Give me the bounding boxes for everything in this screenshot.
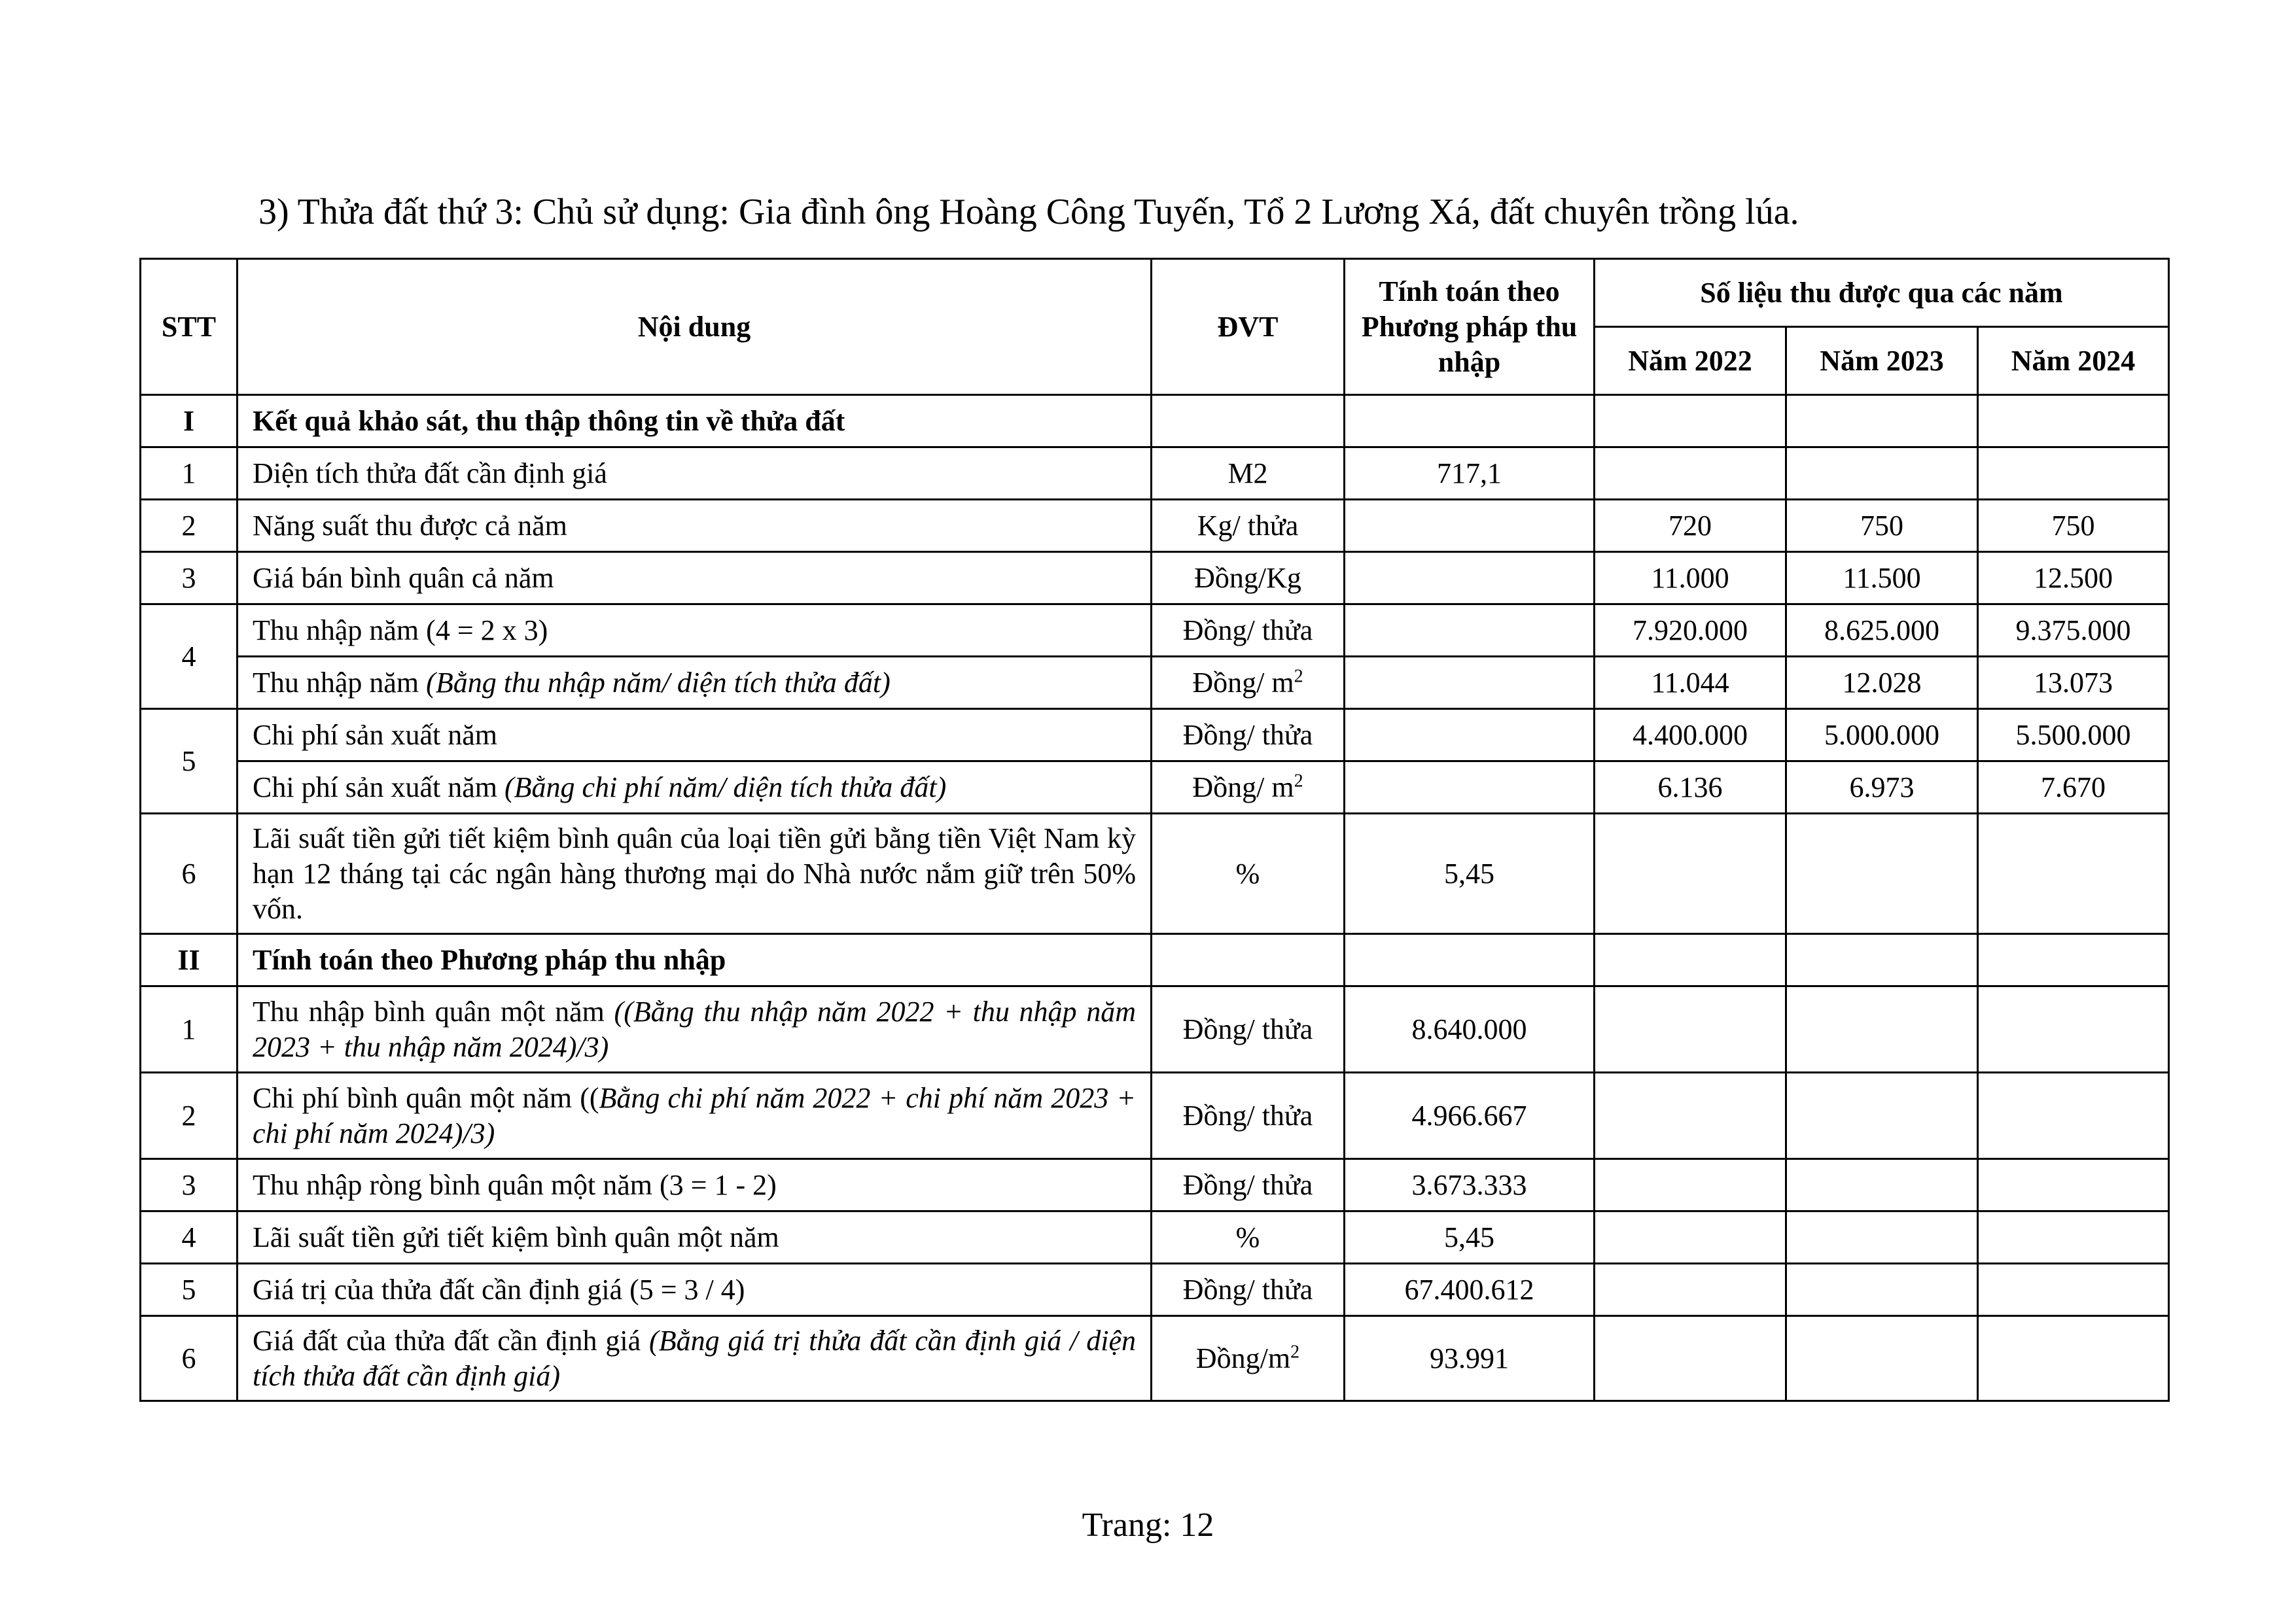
row-content: Giá trị của thửa đất cần định giá (5 = 3 / 4) [238, 1264, 1152, 1316]
row-2023: 12.028 [1786, 657, 1978, 709]
row-stt: 1 [141, 447, 238, 500]
row-2024: 12.500 [1978, 552, 2169, 604]
header-nam-2024: Năm 2024 [1978, 327, 2169, 395]
row-calc: 4.966.667 [1345, 1073, 1595, 1159]
row-content: Lãi suất tiền gửi tiết kiệm bình quân một năm [238, 1211, 1152, 1264]
row-unit: Đồng/ thửa [1152, 986, 1345, 1073]
header-nam-2022: Năm 2022 [1595, 327, 1786, 395]
row-calc: 67.400.612 [1345, 1264, 1595, 1316]
row-unit: Đồng/ $m^2$ [1152, 657, 1345, 709]
table-row [141, 1073, 2169, 1159]
page-number: Trang: 12 [1082, 1506, 1214, 1544]
row-stt: 2 [141, 1073, 238, 1159]
row-2022: 4.400.000 [1595, 709, 1786, 761]
header-nam-2023: Năm 2023 [1786, 327, 1978, 395]
row-2023 [1786, 814, 1978, 934]
row-calc: 3.673.333 [1345, 1159, 1595, 1211]
table-row [141, 657, 2169, 709]
valuation-table [139, 258, 2170, 1402]
table-row [141, 604, 2169, 657]
row-unit: Đồng/ thửa [1152, 709, 1345, 761]
row-stt: 6 [141, 814, 238, 934]
table-row [141, 986, 2169, 1073]
row-content: Chi phí bình quân một năm ((Bằng chi phí năm 2022 + chi phí năm 2023 + chi phí năm 2024)/3) [238, 1073, 1152, 1159]
row-2023: 5.000.000 [1786, 709, 1978, 761]
row-unit: Kg/ thửa [1152, 500, 1345, 552]
row-2024: 7.670 [1978, 761, 2169, 814]
header-dvt: ĐVT [1152, 259, 1345, 395]
row-unit: M2 [1152, 447, 1345, 500]
header-so-lieu: Số liệu thu được qua các năm [1595, 259, 2169, 327]
row-stt: 3 [141, 552, 238, 604]
table-row [141, 1264, 2169, 1316]
row-2022 [1595, 447, 1786, 500]
row-stt: 3 [141, 1159, 238, 1211]
section-row-1 [141, 395, 2169, 447]
section-stt: I [141, 395, 238, 447]
row-2022 [1595, 814, 1786, 934]
row-calc: 8.640.000 [1345, 986, 1595, 1073]
row-stt: 5 [141, 1264, 238, 1316]
table-row [141, 1316, 2169, 1401]
section-stt: II [141, 934, 238, 986]
row-2022: 720 [1595, 500, 1786, 552]
row-stt: 1 [141, 986, 238, 1073]
row-content: Thu nhập bình quân một năm ((Bằng thu nhập năm 2022 + thu nhập năm 2023 + thu nhập năm 2024)/3) [238, 986, 1152, 1073]
section-row-2 [141, 934, 2169, 986]
table-row [141, 447, 2169, 500]
row-2022: 11.044 [1595, 657, 1786, 709]
row-content: Chi phí sản xuất năm [238, 709, 1152, 761]
row-calc [1345, 604, 1595, 657]
row-content: Diện tích thửa đất cần định giá [238, 447, 1152, 500]
row-calc: 5,45 [1345, 814, 1595, 934]
row-unit: % [1152, 1211, 1345, 1264]
row-unit: Đồng/ $m^2$ [1152, 761, 1345, 814]
table-row [141, 761, 2169, 814]
table-row [141, 552, 2169, 604]
row-unit: Đồng/Kg [1152, 552, 1345, 604]
row-unit: Đồng/ thửa [1152, 1264, 1345, 1316]
row-content: Giá đất của thửa đất cần định giá (Bằng giá trị thửa đất cần định giá / diện tích thửa đất cần định giá) [238, 1316, 1152, 1401]
row-2023: 750 [1786, 500, 1978, 552]
table-row [141, 1211, 2169, 1264]
table-row [141, 1159, 2169, 1211]
row-2024: 9.375.000 [1978, 604, 2169, 657]
row-stt: 5 [141, 709, 238, 814]
row-content: Lãi suất tiền gửi tiết kiệm bình quân của loại tiền gửi bằng tiền Việt Nam kỳ hạn 12 tháng tại các ngân hàng thương mại do Nhà nước nắm giữ trên 50% vốn. [238, 814, 1152, 934]
row-unit: Đồng/ thửa [1152, 1159, 1345, 1211]
row-calc: 93.991 [1345, 1316, 1595, 1401]
row-unit: Đồng/$m^2$ [1152, 1316, 1345, 1401]
row-calc: 717,1 [1345, 447, 1595, 500]
table-row [141, 709, 2169, 761]
row-calc: 5,45 [1345, 1211, 1595, 1264]
row-content: Chi phí sản xuất năm (Bằng chi phí năm/ diện tích thửa đất) [238, 761, 1152, 814]
row-2023: 8.625.000 [1786, 604, 1978, 657]
row-calc [1345, 761, 1595, 814]
table-row [141, 500, 2169, 552]
row-2022: 11.000 [1595, 552, 1786, 604]
row-stt: 4 [141, 604, 238, 709]
section-title: Kết quả khảo sát, thu thập thông tin về thửa đất [238, 395, 1152, 447]
row-calc [1345, 657, 1595, 709]
row-stt: 4 [141, 1211, 238, 1264]
header-tinh-toan: Tính toán theo Phương pháp thu nhập [1345, 259, 1595, 395]
section-title: Tính toán theo Phương pháp thu nhập [238, 934, 1152, 986]
row-2024 [1978, 447, 2169, 500]
row-2023 [1786, 447, 1978, 500]
row-2024: 5.500.000 [1978, 709, 2169, 761]
row-calc [1345, 500, 1595, 552]
row-2024: 750 [1978, 500, 2169, 552]
row-stt: 6 [141, 1316, 238, 1401]
row-2024: 13.073 [1978, 657, 2169, 709]
row-content: Thu nhập ròng bình quân một năm (3 = 1 - 2) [238, 1159, 1152, 1211]
row-calc [1345, 552, 1595, 604]
row-2022: 6.136 [1595, 761, 1786, 814]
row-stt: 2 [141, 500, 238, 552]
row-content: Giá bán bình quân cả năm [238, 552, 1152, 604]
row-2023: 11.500 [1786, 552, 1978, 604]
row-content: Thu nhập năm (Bằng thu nhập năm/ diện tích thửa đất) [238, 657, 1152, 709]
row-content: Thu nhập năm (4 = 2 x 3) [238, 604, 1152, 657]
row-2023: 6.973 [1786, 761, 1978, 814]
row-unit: Đồng/ thửa [1152, 604, 1345, 657]
header-stt: STT [141, 259, 238, 395]
header-noi-dung: Nội dung [238, 259, 1152, 395]
section-heading: 3) Thửa đất thứ 3: Chủ sử dụng: Gia đình ông Hoàng Công Tuyến, Tổ 2 Lương Xá, đất chuyên trồng lúa. [258, 192, 1799, 232]
table-row [141, 814, 2169, 934]
row-2022: 7.920.000 [1595, 604, 1786, 657]
row-unit: % [1152, 814, 1345, 934]
row-2024 [1978, 814, 2169, 934]
row-unit: Đồng/ thửa [1152, 1073, 1345, 1159]
row-calc [1345, 709, 1595, 761]
row-content: Năng suất thu được cả năm [238, 500, 1152, 552]
